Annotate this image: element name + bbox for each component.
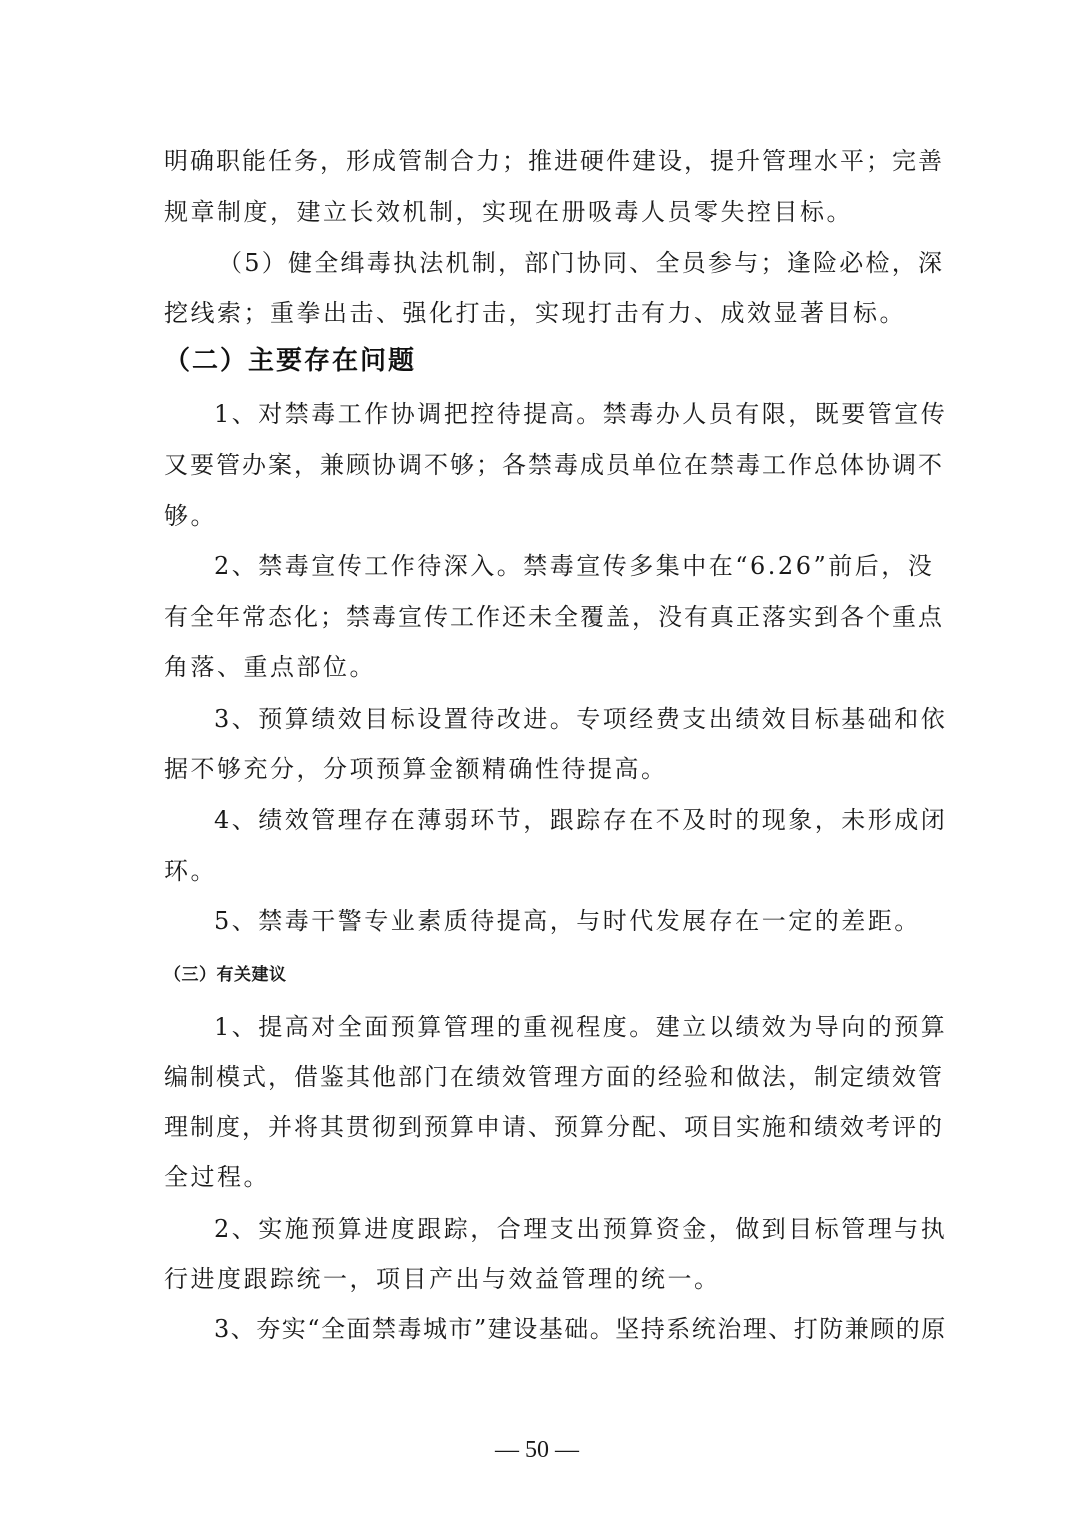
paragraph-line: 环。 [164,857,217,885]
page-number: — 50 — [495,1437,579,1463]
paragraph-line: 全过程。 [164,1163,270,1191]
paragraph-line: 编制模式，借鉴其他部门在绩效管理方面的经验和做法，制定绩效管 [164,1063,944,1091]
paragraph-line: 1、提高对全面预算管理的重视程度。建立以绩效为导向的预算 [214,1013,948,1041]
paragraph-line: 3、预算绩效目标设置待改进。专项经费支出绩效目标基础和依 [214,705,948,733]
paragraph-line: 规章制度，建立长效机制，实现在册吸毒人员零失控目标。 [164,198,853,226]
paragraph-line: 5、禁毒干警专业素质待提高，与时代发展存在一定的差距。 [214,907,921,935]
paragraph-line: 有全年常态化；禁毒宣传工作还未全覆盖，没有真正落实到各个重点 [164,603,944,631]
paragraph-line: 2、禁毒宣传工作待深入。禁毒宣传多集中在“6.26”前后，没 [214,552,935,580]
paragraph-line: 4、绩效管理存在薄弱环节，跟踪存在不及时的现象，未形成闭 [214,806,948,834]
paragraph-line: 又要管办案，兼顾协调不够；各禁毒成员单位在禁毒工作总体协调不 [164,451,944,479]
section-heading-issues: （二）主要存在问题 [164,346,417,376]
paragraph-line: 行进度跟踪统一，项目产出与效益管理的统一。 [164,1265,721,1293]
paragraph-line: 1、对禁毒工作协调把控待提高。禁毒办人员有限，既要管宣传 [214,400,948,428]
paragraph-line: 够。 [164,502,217,530]
paragraph-line: 据不够充分，分项预算金额精确性待提高。 [164,755,668,783]
paragraph-line: 角落、重点部位。 [164,653,376,681]
paragraph-line: 3、夯实“全面禁毒城市”建设基础。坚持系统治理、打防兼顾的原 [214,1315,947,1343]
paragraph-line: 挖线索；重拳出击、强化打击，实现打击有力、成效显著目标。 [164,299,906,327]
section-heading-suggestions: （三）有关建议 [164,965,287,985]
paragraph-line: 2、实施预算进度跟踪，合理支出预算资金，做到目标管理与执 [214,1215,948,1243]
paragraph-line: 理制度，并将其贯彻到预算申请、预算分配、项目实施和绩效考评的 [164,1113,944,1141]
paragraph-line: 明确职能任务，形成管制合力；推进硬件建设，提升管理水平；完善 [164,147,944,175]
paragraph-line: （5）健全缉毒执法机制，部门协同、全员参与；逢险必检，深 [218,249,945,277]
